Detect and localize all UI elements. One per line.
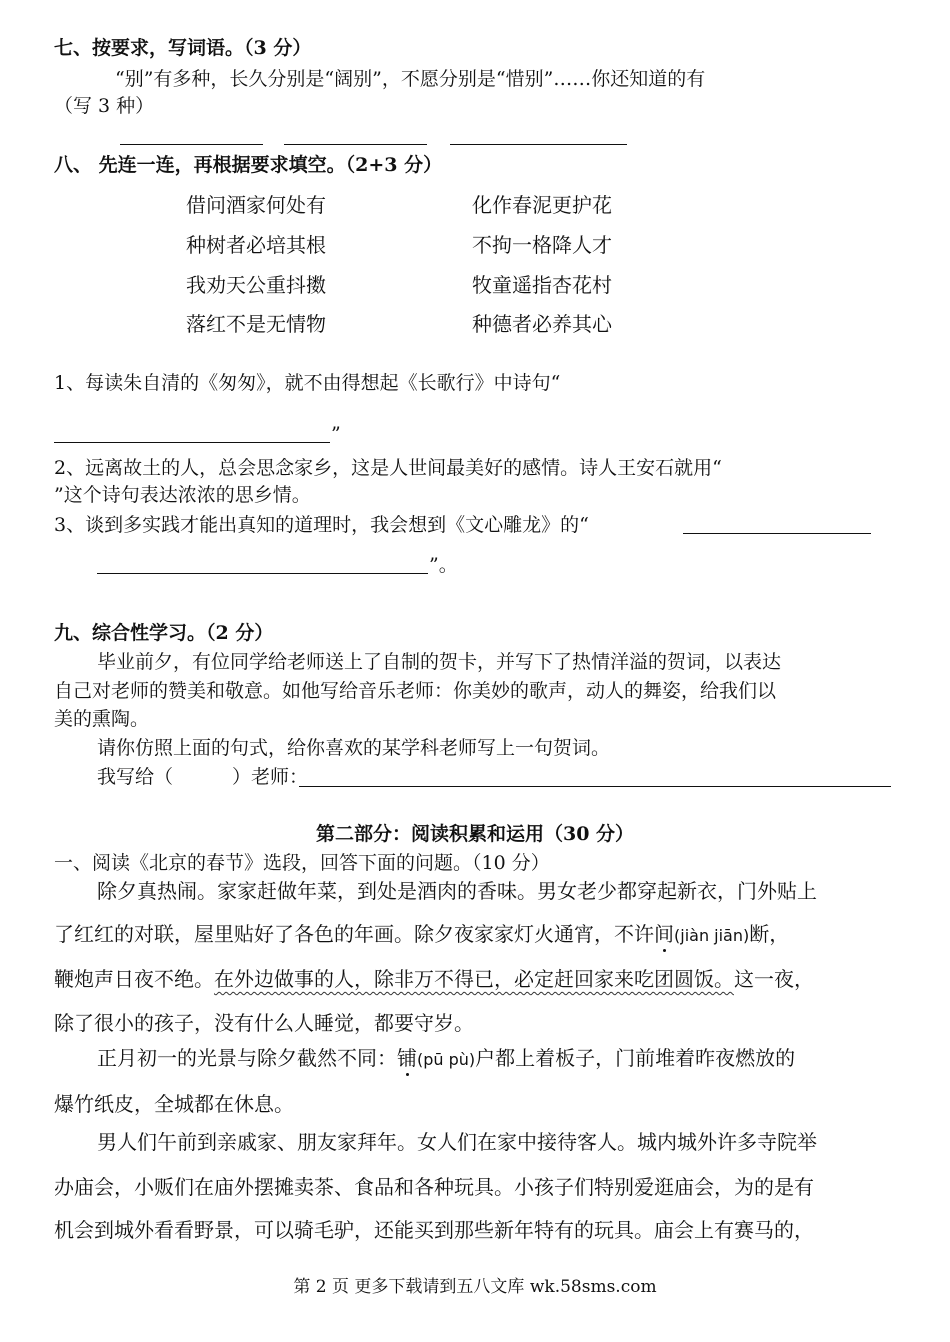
page-footer: 第 2 页 更多下载请到五八文库 wk.58sms.com — [293, 1277, 657, 1297]
reading-question-1: 一、阅读《北京的春节》选段，回答下面的问题。（10 分） — [54, 852, 550, 874]
passage-line-1: 除夕真热闹。家家赶做年菜，到处是酒肉的香味。男女老少都穿起新衣，门外贴上 — [97, 879, 817, 903]
section-9-para-1: 毕业前夕，有位同学给老师送上了自制的贺卡，并写下了热情洋溢的贺词，以表达 — [97, 651, 782, 673]
passage-line-5-text-a: 正月初一的光景与除夕截然不同： — [97, 1046, 397, 1070]
poem-right-line-3[interactable]: 牧童遥指杏花村 — [472, 273, 612, 297]
passage-line-3 — [54, 967, 814, 991]
passage-line-4: 除了很小的孩子，没有什么人睡觉，都要守岁。 — [54, 1011, 474, 1035]
poem-right-line-2[interactable]: 不拘一格降人才 — [472, 233, 612, 257]
pinyin-choice-jian[interactable]: (jiàn jiān) — [674, 926, 750, 945]
section-7-prompt-line-1: “别”有多种，长久分别是“阔别”，不愿分别是“惜别”……你还知道的有 — [115, 68, 706, 90]
wavy-underlined-sentence: 在外边做事的人，除非万不得已，必定赶回家来吃团圆饭。 — [214, 967, 734, 991]
passage-line-2-text-b: 断， — [749, 922, 790, 946]
question-8-1: 1、每读朱自清的《匆匆》，就不由得想起《长歌行》中诗句“ — [54, 372, 561, 394]
question-8-1-close-quote: ” — [331, 423, 341, 445]
dotted-char-pu: 铺 — [397, 1046, 417, 1070]
passage-line-6: 爆竹纸皮，全城都在休息。 — [54, 1092, 294, 1116]
section-9-instruction: 请你仿照上面的句式，给你喜欢的某学科老师写上一句贺词。 — [97, 737, 611, 759]
poem-right-line-1[interactable]: 化作春泥更护花 — [472, 193, 612, 217]
answer-blank-q8-1[interactable] — [54, 442, 330, 443]
section-7-prompt-line-2: （写 3 种） — [54, 95, 155, 117]
poem-right-line-4[interactable]: 种德者必养其心 — [472, 312, 612, 336]
section-8-title: 八、 先连一连，再根据要求填空。（2+3 分） — [54, 154, 443, 176]
answer-blank-q8-3a[interactable] — [683, 533, 871, 534]
question-8-2-line-2: ”这个诗句表达浓浓的思乡情。 — [54, 484, 311, 506]
passage-line-7: 男人们午前到亲戚家、朋友家拜年。女人们在家中接待客人。城内城外许多寺院举 — [97, 1130, 817, 1154]
passage-line-3-text-a: 鞭炮声日夜不绝。 — [54, 967, 214, 991]
question-8-2-line-1: 2、远离故土的人，总会思念家乡，这是人世间最美好的感情。诗人王安石就用“ — [54, 457, 722, 479]
passage-line-5-text-b: 户都上着板子，门前堆着昨夜燃放的 — [475, 1046, 796, 1070]
answer-blank-greeting[interactable] — [299, 786, 891, 787]
section-9-para-2: 自己对老师的赞美和敬意。如他写给音乐老师：你美妙的歌声，动人的舞姿，给我们以 — [54, 680, 777, 702]
question-8-3-line-1: 3、谈到多实践才能出真知的道理时，我会想到《文心雕龙》的“ — [54, 514, 589, 536]
section-9-title: 九、综合性学习。（2 分） — [54, 622, 274, 644]
section-9-answer-prefix: 我写给（ — [97, 766, 174, 788]
passage-line-9: 机会到城外看看野景，可以骑毛驴，还能买到那些新年特有的玩具。庙会上有赛马的， — [54, 1218, 814, 1242]
answer-blank-2[interactable] — [284, 144, 427, 145]
poem-left-line-3[interactable]: 我劝天公重抖擞 — [186, 273, 326, 297]
poem-left-line-2[interactable]: 种树者必培其根 — [186, 233, 326, 257]
poem-left-line-4[interactable]: 落红不是无情物 — [186, 312, 326, 336]
passage-line-2-text-a: 了红红的对联，屋里贴好了各色的年画。除夕夜家家灯火通宵，不许 — [54, 922, 654, 946]
answer-blank-q8-3b[interactable] — [97, 573, 428, 574]
pinyin-choice-pu[interactable]: (pū pù) — [417, 1050, 476, 1069]
section-9-answer-suffix: ）老师： — [232, 766, 309, 788]
passage-line-2 — [54, 922, 789, 948]
poem-left-line-1[interactable]: 借问酒家何处有 — [186, 193, 326, 217]
question-8-3-close: ”。 — [429, 554, 458, 576]
answer-blank-1[interactable] — [120, 144, 263, 145]
part-2-heading: 第二部分：阅读积累和运用（30 分） — [315, 823, 635, 845]
dotted-char-jian: 间 — [654, 922, 674, 946]
passage-line-3-text-b: 这一夜， — [734, 967, 814, 991]
section-7-title: 七、按要求，写词语。（3 分） — [54, 37, 312, 59]
passage-line-8: 办庙会，小贩们在庙外摆摊卖茶、食品和各种玩具。小孩子们特别爱逛庙会，为的是有 — [54, 1175, 814, 1199]
passage-line-5 — [97, 1046, 795, 1072]
section-9-para-3: 美的熏陶。 — [54, 708, 150, 730]
answer-blank-3[interactable] — [450, 144, 627, 145]
